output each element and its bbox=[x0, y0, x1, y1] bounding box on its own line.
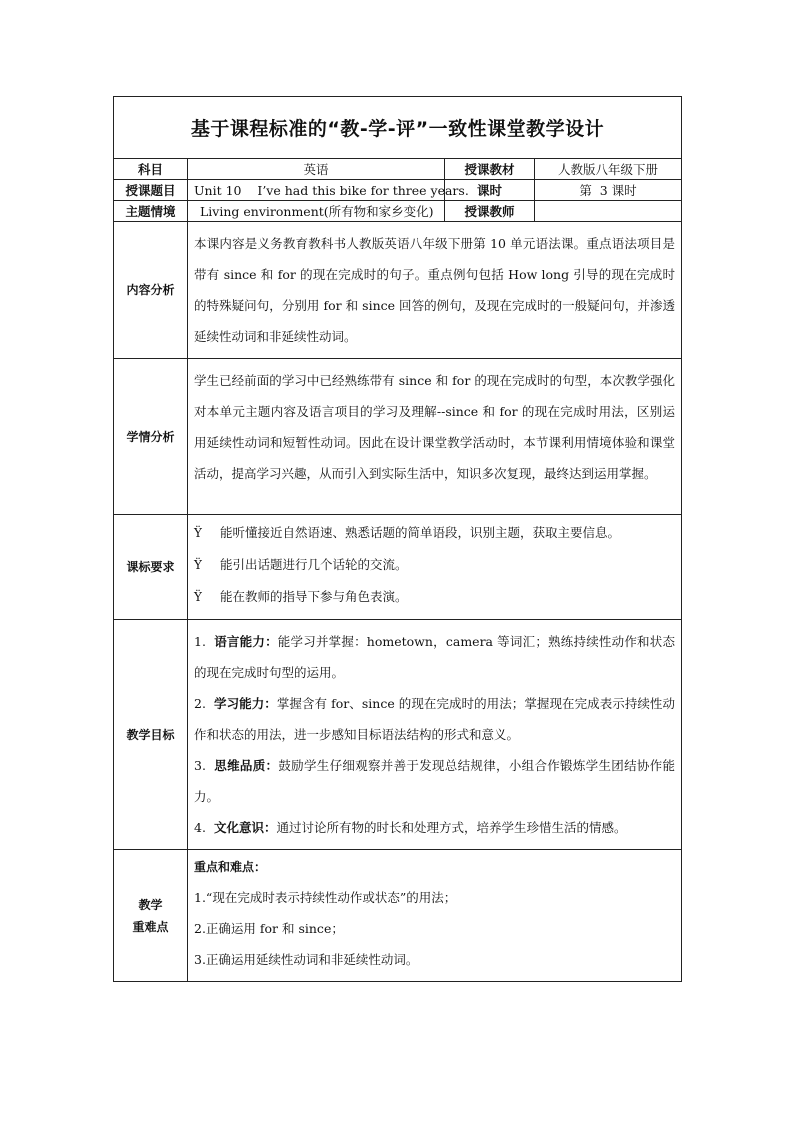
teacher-label: 授课教师 bbox=[445, 201, 535, 222]
learner-analysis-label: 学情分析 bbox=[114, 359, 188, 515]
material-value: 人教版八年级下册 bbox=[535, 159, 682, 180]
theme-value: Living environment(所有物和家乡变化) bbox=[188, 201, 445, 222]
list-item: Ÿ 能引出话题进行几个话轮的交流。 bbox=[194, 549, 675, 581]
learner-analysis-text bbox=[188, 359, 682, 515]
document-title: 基于课程标准的“教-学-评”一致性课堂教学设计 bbox=[114, 97, 682, 159]
standards-list bbox=[188, 515, 682, 620]
key-points-heading: 重点和难点： bbox=[194, 860, 267, 874]
topic-value: Unit 10 I’ve had this bike for three years. bbox=[188, 180, 445, 201]
subject-label: 科目 bbox=[114, 159, 188, 180]
topic-label: 授课题目 bbox=[114, 180, 188, 201]
list-item: 2. 学习能力：掌握含有 for、since 的现在完成时的用法；掌握现在完成表示持续性动作和状态的用法，进一步感知目标语法结构的形式和意义。 bbox=[194, 696, 675, 742]
key-points-label: 教学 重难点 bbox=[114, 850, 188, 982]
content-analysis-paragraph: 本课内容是义务教育教科书人教版英语八年级下册第 10 单元语法课。重点语法项目是带有 since 和 for 的现在完成时的句子。重点例句包括 How long 引导的现在完成时的特殊疑问句，分别用 for 和 since 回答的例句，及现在完成时的一般疑问句，并渗透延续性动词和非延续性动词。 bbox=[194, 236, 675, 344]
lesson-plan-table bbox=[113, 96, 682, 982]
bullet-glyph: Ÿ bbox=[194, 526, 202, 540]
theme-label: 主题情境 bbox=[114, 201, 188, 222]
subject-value: 英语 bbox=[188, 159, 445, 180]
list-item: 2.正确运用 for 和 since； bbox=[194, 921, 344, 936]
bullet-glyph: Ÿ bbox=[194, 590, 202, 604]
list-item: 1.“现在完成时表示持续性动作或状态”的用法； bbox=[194, 890, 457, 905]
standards-label: 课标要求 bbox=[114, 515, 188, 620]
objectives-label: 教学目标 bbox=[114, 620, 188, 850]
period-value: 第 3 课时 bbox=[535, 180, 682, 201]
list-item: Ÿ 能听懂接近自然语速、熟悉话题的简单语段，识别主题，获取主要信息。 bbox=[194, 517, 675, 549]
list-item: 3. 思维品质：鼓励学生仔细观察并善于发现总结规律，小组合作锻炼学生团结协作能力。 bbox=[194, 758, 675, 804]
list-item: 3.正确运用延续性动词和非延续性动词。 bbox=[194, 952, 419, 967]
learner-analysis-paragraph: 学生已经前面的学习中已经熟练带有 since 和 for 的现在完成时的句型，本次教学强化对本单元主题内容及语言项目的学习及理解--since 和 for 的现在完成时用法，区别运用延续性动词和短暂性动词。因此在设计课堂教学活动时，本节课利用情境体验和课堂活动，提高学习兴趣，从而引入到实际生活中，知识多次复现，最终达到运用掌握。 bbox=[194, 373, 675, 481]
list-item: 4. 文化意识：通过讨论所有物的时长和处理方式，培养学生珍惜生活的情感。 bbox=[194, 820, 627, 835]
objectives-list bbox=[188, 620, 682, 850]
key-points-list bbox=[188, 850, 682, 982]
content-analysis-label: 内容分析 bbox=[114, 222, 188, 359]
material-label: 授课教材 bbox=[445, 159, 535, 180]
period-label: 课时 bbox=[445, 180, 535, 201]
bullet-glyph: Ÿ bbox=[194, 558, 202, 572]
list-item: 1. 语言能力：能学习并掌握：hometown，camera 等词汇；熟练持续性动作和状态的现在完成时句型的运用。 bbox=[194, 634, 675, 680]
list-item: Ÿ 能在教师的指导下参与角色表演。 bbox=[194, 581, 675, 613]
teacher-value bbox=[535, 201, 682, 222]
content-analysis-text bbox=[188, 222, 682, 359]
